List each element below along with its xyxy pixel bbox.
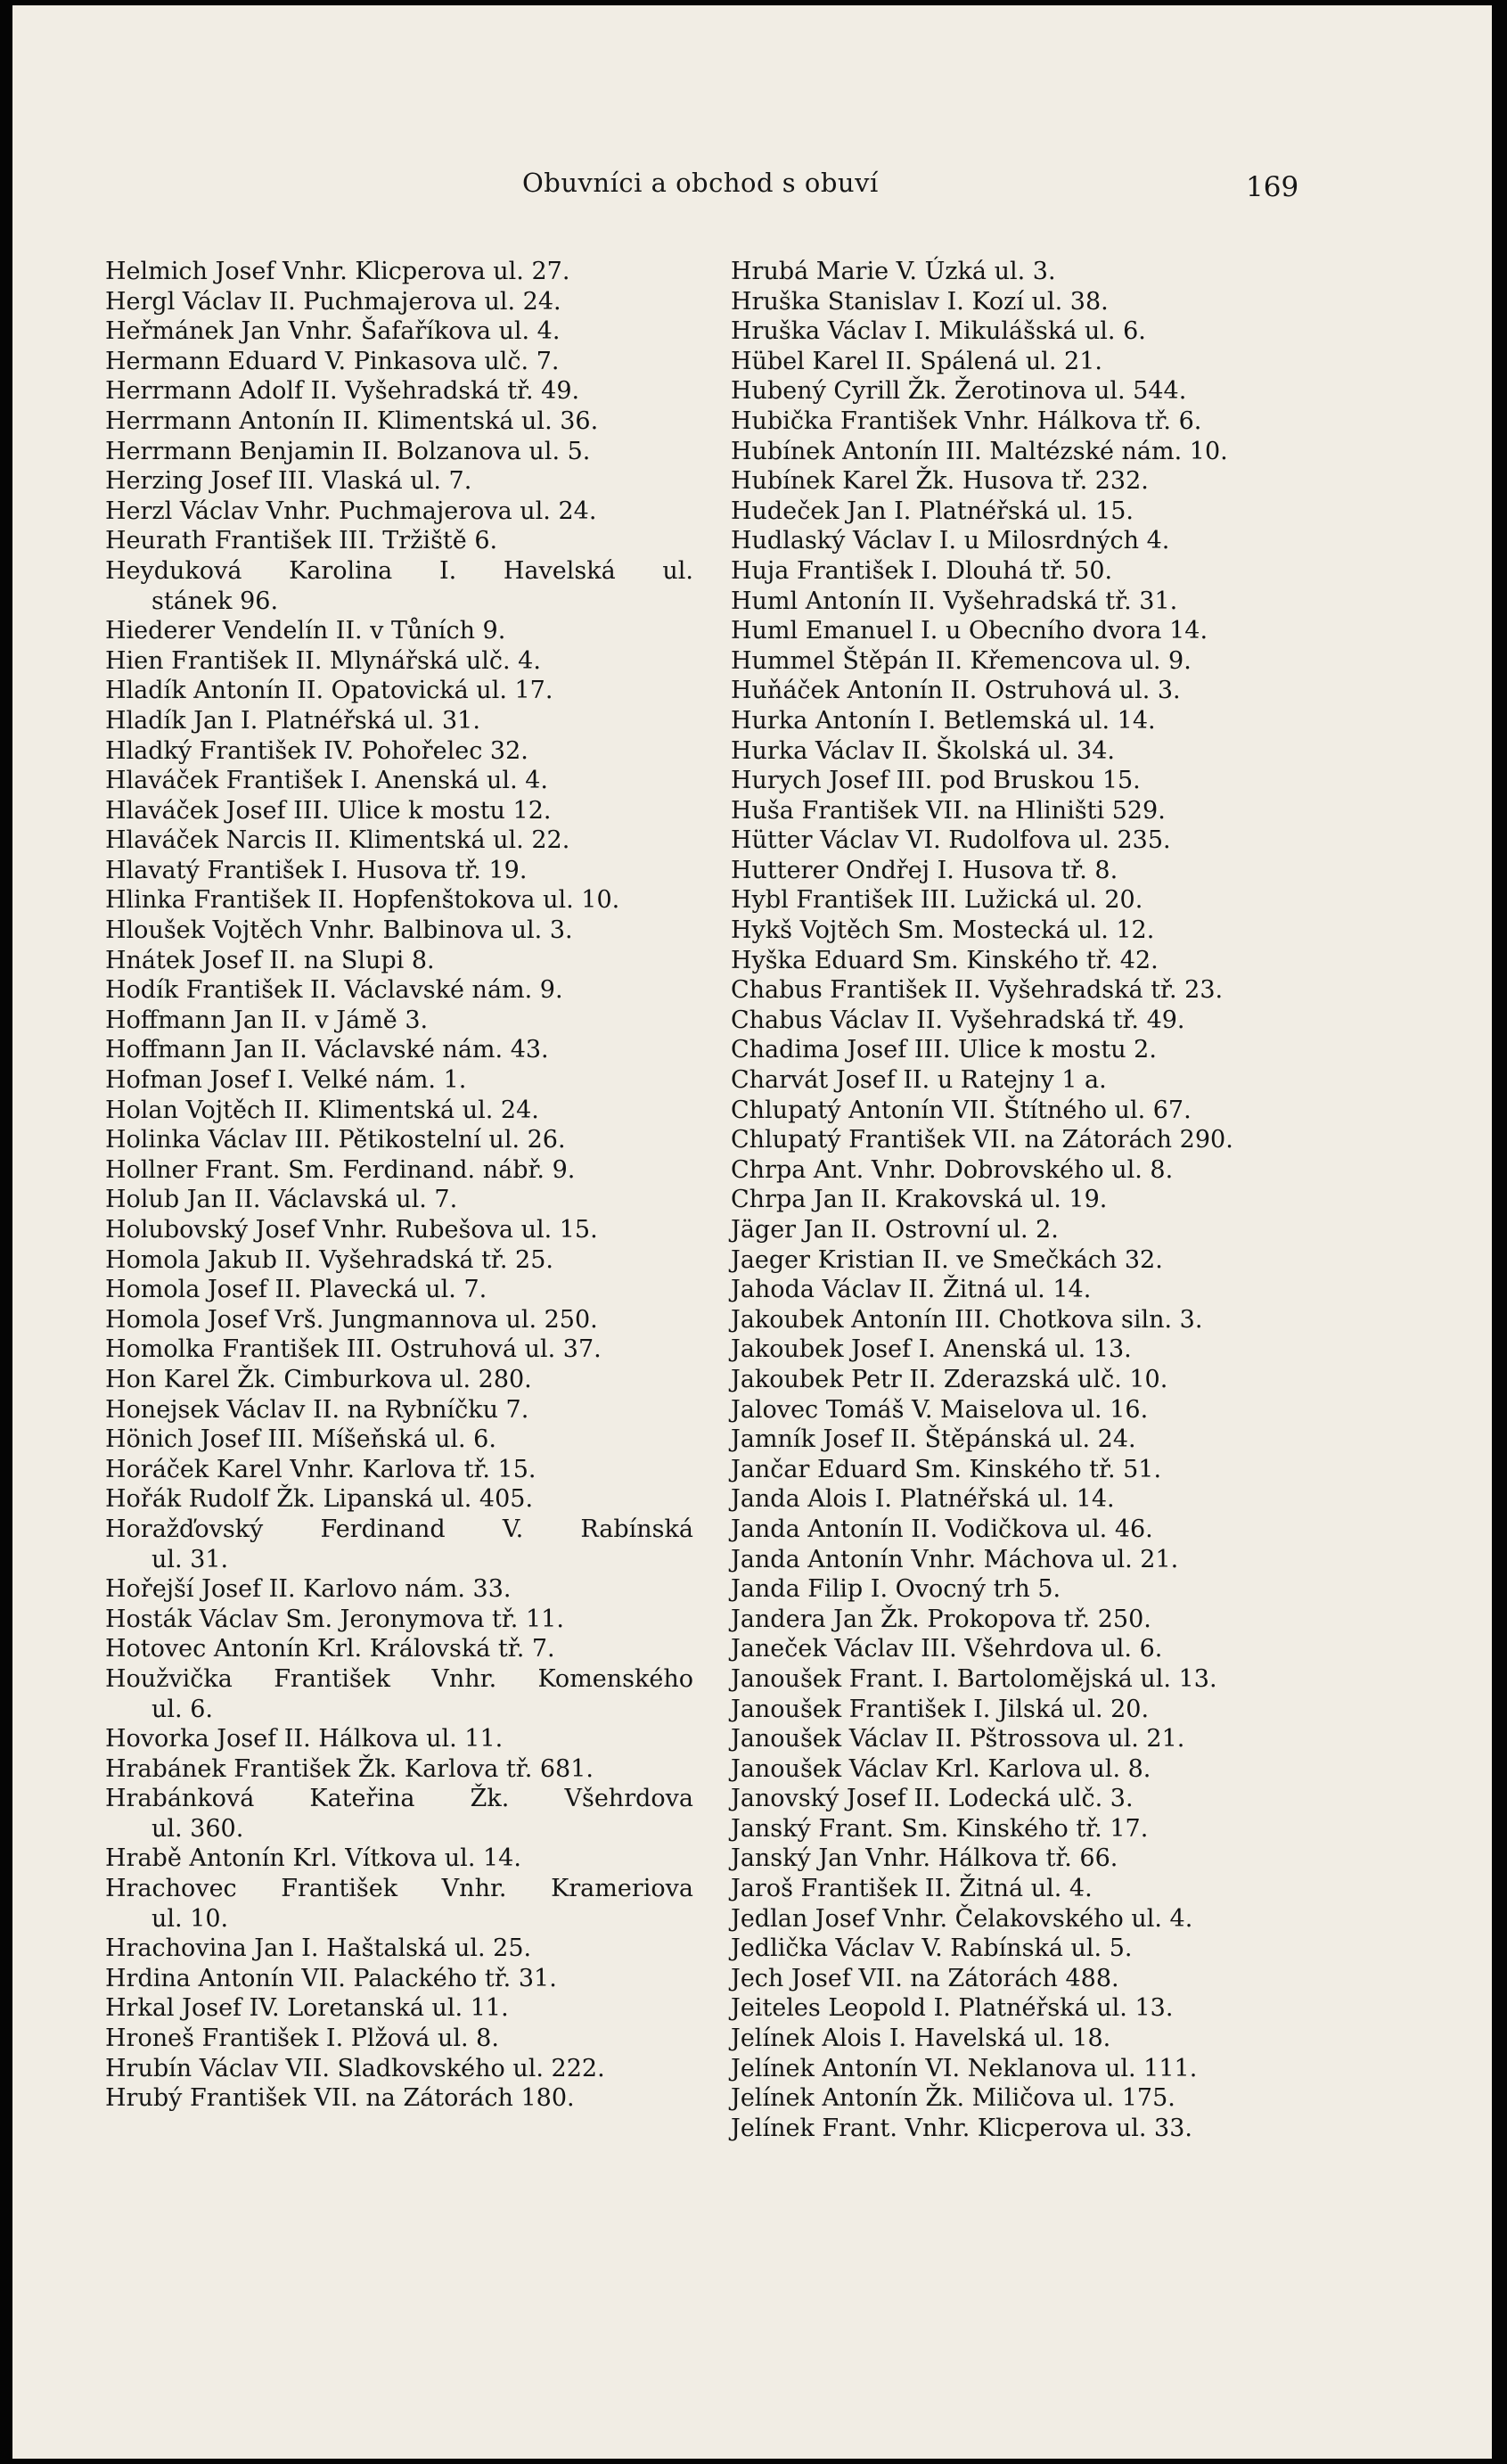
directory-entry: Chabus Václav II. Vyšehradská tř. 49. — [731, 1006, 1185, 1034]
directory-entry: Hien František II. Mlynářská ulč. 4. — [105, 646, 541, 675]
directory-entry: Hruška Václav I. Mikulášská ul. 6. — [731, 317, 1146, 346]
directory-entry: Janoušek Václav Krl. Karlova ul. 8. — [731, 1754, 1151, 1783]
directory-entry: Heurath František III. Tržiště 6. — [105, 527, 498, 555]
directory-entry: Homolka František III. Ostruhová ul. 37. — [105, 1335, 602, 1364]
directory-entry: Hosták Václav Sm. Jeronymova tř. 11. — [105, 1605, 564, 1633]
directory-entry: Houžvička František Vnhr. Komenského — [105, 1664, 693, 1693]
directory-entry: Jandera Jan Žk. Prokopova tř. 250. — [731, 1605, 1151, 1633]
directory-entry: Hutterer Ondřej I. Husova tř. 8. — [731, 856, 1118, 884]
directory-entry: Hiederer Vendelín II. v Tůních 9. — [105, 617, 506, 645]
directory-entry: Hudeček Jan I. Platnéřská ul. 15. — [731, 497, 1134, 525]
directory-entry: Hudlaský Václav I. u Milosrdných 4. — [731, 527, 1170, 555]
directory-entry: Hlaváček František I. Anenská ul. 4. — [105, 767, 548, 795]
directory-entry: ul. 6. — [152, 1695, 213, 1723]
directory-entry: Herrmann Antonín II. Klimentská ul. 36. — [105, 407, 599, 435]
left-column — [105, 257, 693, 2114]
directory-entry: Hrkal Josef IV. Loretanská ul. 11. — [105, 1994, 509, 2023]
directory-entry: Huja František I. Dlouhá tř. 50. — [731, 556, 1113, 585]
directory-entry: Hönich Josef III. Míšeňská ul. 6. — [105, 1425, 496, 1454]
directory-entry: stánek 96. — [152, 587, 279, 615]
directory-entry: Janoušek Václav II. Pštrossova ul. 21. — [731, 1725, 1185, 1754]
directory-entry: Homola Jakub II. Vyšehradská tř. 25. — [105, 1245, 553, 1274]
right-column — [731, 257, 1319, 2143]
directory-entry: Hrubý František VII. na Zátorách 180. — [105, 2084, 575, 2113]
directory-entry: Jäger Jan II. Ostrovní ul. 2. — [731, 1216, 1059, 1244]
directory-entry: Chrpa Jan II. Krakovská ul. 19. — [731, 1186, 1108, 1214]
directory-entry: Jaeger Kristian II. ve Smečkách 32. — [731, 1245, 1163, 1274]
directory-entry: Hlaváček Josef III. Ulice k mostu 12. — [105, 796, 552, 825]
directory-entry: Hütter Václav VI. Rudolfova ul. 235. — [731, 826, 1171, 855]
directory-entry: Hurka Václav II. Školská ul. 34. — [731, 736, 1115, 765]
directory-entry: Hon Karel Žk. Cimburkova ul. 280. — [105, 1365, 532, 1393]
directory-entry: Jelínek Alois I. Havelská ul. 18. — [731, 2025, 1111, 2053]
directory-entry: Janovský Josef II. Lodecká ulč. 3. — [731, 1785, 1134, 1813]
directory-entry: Chrpa Ant. Vnhr. Dobrovského ul. 8. — [731, 1155, 1174, 1184]
directory-entry: Hrdina Antonín VII. Palackého tř. 31. — [105, 1964, 557, 1992]
page-header — [12, 168, 1492, 212]
directory-entry: Hubínek Antonín III. Maltézské nám. 10. — [731, 437, 1228, 465]
directory-entry: Janský Jan Vnhr. Hálkova tř. 66. — [731, 1844, 1118, 1873]
directory-entry: Hladký František IV. Pohořelec 32. — [105, 736, 528, 765]
directory-entry: Homola Josef II. Plavecká ul. 7. — [105, 1276, 487, 1304]
directory-entry: Huša František VII. na Hliništi 529. — [731, 796, 1166, 825]
directory-entry: Honejsek Václav II. na Rybníčku 7. — [105, 1395, 529, 1424]
directory-entry: Hrabánková Kateřina Žk. Všehrdova — [105, 1785, 693, 1813]
directory-entry: Hloušek Vojtěch Vnhr. Balbinova ul. 3. — [105, 916, 573, 945]
directory-entry: Hnátek Josef II. na Slupi 8. — [105, 946, 435, 974]
directory-entry: Hermann Eduard V. Pinkasova ulč. 7. — [105, 347, 560, 375]
directory-entry: Huňáček Antonín II. Ostruhová ul. 3. — [731, 677, 1181, 705]
directory-entry: Janda Alois I. Platnéřská ul. 14. — [731, 1485, 1115, 1514]
directory-entry: Jalovec Tomáš V. Maiselova ul. 16. — [731, 1395, 1149, 1424]
directory-entry: ul. 360. — [152, 1814, 244, 1843]
directory-entry: Huml Emanuel I. u Obecního dvora 14. — [731, 617, 1208, 645]
directory-entry: Hergl Václav II. Puchmajerova ul. 24. — [105, 287, 561, 316]
directory-entry: Hurych Josef III. pod Bruskou 15. — [731, 767, 1141, 795]
directory-entry: Jakoubek Josef I. Anenská ul. 13. — [731, 1335, 1132, 1364]
directory-entry: Janoušek František I. Jilská ul. 20. — [731, 1695, 1150, 1723]
running-title: Obuvníci a obchod s obuví — [522, 168, 879, 198]
directory-entry: Hořejší Josef II. Karlovo nám. 33. — [105, 1575, 512, 1604]
directory-entry: Herrmann Adolf II. Vyšehradská tř. 49. — [105, 377, 580, 406]
directory-entry: Holinka Václav III. Pětikostelní ul. 26. — [105, 1126, 566, 1154]
directory-entry: Jedlička Václav V. Rabínská ul. 5. — [731, 1934, 1133, 1963]
directory-entry: Chlupatý Antonín VII. Štítného ul. 67. — [731, 1096, 1192, 1124]
directory-entry: Hrubín Václav VII. Sladkovského ul. 222. — [105, 2054, 605, 2082]
directory-entry: Chlupatý František VII. na Zátorách 290. — [731, 1126, 1233, 1154]
directory-entry: Hrubá Marie V. Úzká ul. 3. — [731, 258, 1056, 285]
directory-entry: Jakoubek Petr II. Zderazská ulč. 10. — [731, 1365, 1168, 1393]
directory-entry: Horáček Karel Vnhr. Karlova tř. 15. — [105, 1455, 536, 1483]
directory-entry: Jakoubek Antonín III. Chotkova siln. 3. — [731, 1305, 1203, 1334]
directory-entry: Charvát Josef II. u Ratejny 1 a. — [731, 1066, 1107, 1095]
directory-entry: Jamník Josef II. Štěpánská ul. 24. — [731, 1425, 1136, 1454]
directory-entry: Herzl Václav Vnhr. Puchmajerova ul. 24. — [105, 497, 597, 525]
directory-entry: Holan Vojtěch II. Klimentská ul. 24. — [105, 1096, 539, 1124]
directory-entry: Heyduková Karolina I. Havelská ul. — [105, 556, 693, 585]
directory-entry: Herzing Josef III. Vlaská ul. 7. — [105, 467, 472, 496]
directory-entry: Jelínek Frant. Vnhr. Klicperova ul. 33. — [731, 2114, 1192, 2142]
directory-entry: Jech Josef VII. na Zátorách 488. — [731, 1964, 1119, 1992]
directory-entry: Hoffmann Jan II. v Jámě 3. — [105, 1006, 429, 1034]
directory-entry: Jahoda Václav II. Žitná ul. 14. — [731, 1276, 1092, 1304]
book-page — [12, 5, 1492, 2459]
directory-entry: Hubička František Vnhr. Hálkova tř. 6. — [731, 407, 1202, 435]
directory-entry: Hofman Josef I. Velké nám. 1. — [105, 1066, 467, 1095]
directory-entry: Holub Jan II. Václavská ul. 7. — [105, 1186, 458, 1214]
directory-entry: Helmich Josef Vnhr. Klicperova ul. 27. — [105, 258, 570, 285]
directory-entry: Hladík Jan I. Platnéřská ul. 31. — [105, 706, 480, 735]
directory-entry: Jaroš František II. Žitná ul. 4. — [731, 1875, 1093, 1903]
directory-entry: Huml Antonín II. Vyšehradská tř. 31. — [731, 587, 1178, 615]
directory-entry: Janda Filip I. Ovocný trh 5. — [731, 1575, 1061, 1604]
directory-entry: Chabus František II. Vyšehradská tř. 23. — [731, 976, 1224, 1005]
directory-entry: Hubený Cyrill Žk. Žerotinova ul. 544. — [731, 377, 1187, 406]
directory-entry: Hrachovec František Vnhr. Krameriova — [105, 1875, 693, 1903]
directory-entry: Hrachovina Jan I. Haštalská ul. 25. — [105, 1934, 532, 1963]
directory-entry: Hoffmann Jan II. Václavské nám. 43. — [105, 1036, 549, 1064]
directory-entry: Herrmann Benjamin II. Bolzanova ul. 5. — [105, 437, 591, 465]
directory-entry: Hlaváček Narcis II. Klimentská ul. 22. — [105, 826, 570, 855]
directory-entry: Hořák Rudolf Žk. Lipanská ul. 405. — [105, 1485, 534, 1514]
directory-entry: Hübel Karel II. Spálená ul. 21. — [731, 347, 1102, 375]
directory-entry: Horažďovský Ferdinand V. Rabínská — [105, 1515, 693, 1543]
directory-entry: Heřmánek Jan Vnhr. Šafaříkova ul. 4. — [105, 317, 561, 346]
directory-entry: Janoušek Frant. I. Bartolomějská ul. 13. — [731, 1664, 1217, 1693]
directory-entry: Janda Antonín Vnhr. Máchova ul. 21. — [731, 1545, 1179, 1573]
directory-entry: Hodík František II. Václavské nám. 9. — [105, 976, 563, 1005]
directory-entry: Hurka Antonín I. Betlemská ul. 14. — [731, 706, 1156, 735]
directory-entry: Holubovský Josef Vnhr. Rubešova ul. 15. — [105, 1216, 598, 1244]
directory-entry: Janský Frant. Sm. Kinského tř. 17. — [731, 1814, 1149, 1843]
directory-entry: Jedlan Josef Vnhr. Čelakovského ul. 4. — [731, 1904, 1193, 1933]
directory-entry: ul. 10. — [152, 1904, 229, 1933]
directory-entry: Jelínek Antonín Žk. Miličova ul. 175. — [731, 2084, 1175, 2113]
directory-entry: Homola Josef Vrš. Jungmannova ul. 250. — [105, 1305, 598, 1334]
directory-entry: Jelínek Antonín VI. Neklanova ul. 111. — [731, 2054, 1198, 2082]
directory-entry: Hovorka Josef II. Hálkova ul. 11. — [105, 1725, 504, 1754]
directory-entry: Hrabě Antonín Krl. Vítkova ul. 14. — [105, 1844, 521, 1873]
directory-entry: Hroneš František I. Plžová ul. 8. — [105, 2025, 499, 2053]
directory-entry: Hyška Eduard Sm. Kinského tř. 42. — [731, 946, 1159, 974]
directory-entry: Hruška Stanislav I. Kozí ul. 38. — [731, 287, 1109, 316]
directory-entry: Hlavatý František I. Husova tř. 19. — [105, 856, 528, 884]
directory-entry: Chadima Josef III. Ulice k mostu 2. — [731, 1036, 1157, 1064]
directory-entry: Jeiteles Leopold I. Platnéřská ul. 13. — [731, 1994, 1174, 2023]
directory-entry: Hykš Vojtěch Sm. Mostecká ul. 12. — [731, 916, 1155, 945]
directory-entry: Hotovec Antonín Krl. Královská tř. 7. — [105, 1635, 555, 1663]
directory-entry: Hybl František III. Lužická ul. 20. — [731, 886, 1143, 915]
directory-entry: Jančar Eduard Sm. Kinského tř. 51. — [731, 1455, 1162, 1483]
directory-entry: Hollner Frant. Sm. Ferdinand. nábř. 9. — [105, 1155, 576, 1184]
page-number: 169 — [1246, 171, 1299, 203]
directory-entry: Hladík Antonín II. Opatovická ul. 17. — [105, 677, 553, 705]
directory-entry: ul. 31. — [152, 1545, 229, 1573]
directory-entry: Janda Antonín II. Vodičkova ul. 46. — [731, 1515, 1153, 1543]
directory-entry: Hubínek Karel Žk. Husova tř. 232. — [731, 467, 1149, 496]
directory-entry: Hummel Štěpán II. Křemencova ul. 9. — [731, 646, 1192, 675]
directory-entry: Hrabánek František Žk. Karlova tř. 681. — [105, 1754, 594, 1783]
directory-entry: Hlinka František II. Hopfenštokova ul. 10. — [105, 886, 620, 915]
directory-entry: Janeček Václav III. Všehrdova ul. 6. — [731, 1635, 1163, 1663]
